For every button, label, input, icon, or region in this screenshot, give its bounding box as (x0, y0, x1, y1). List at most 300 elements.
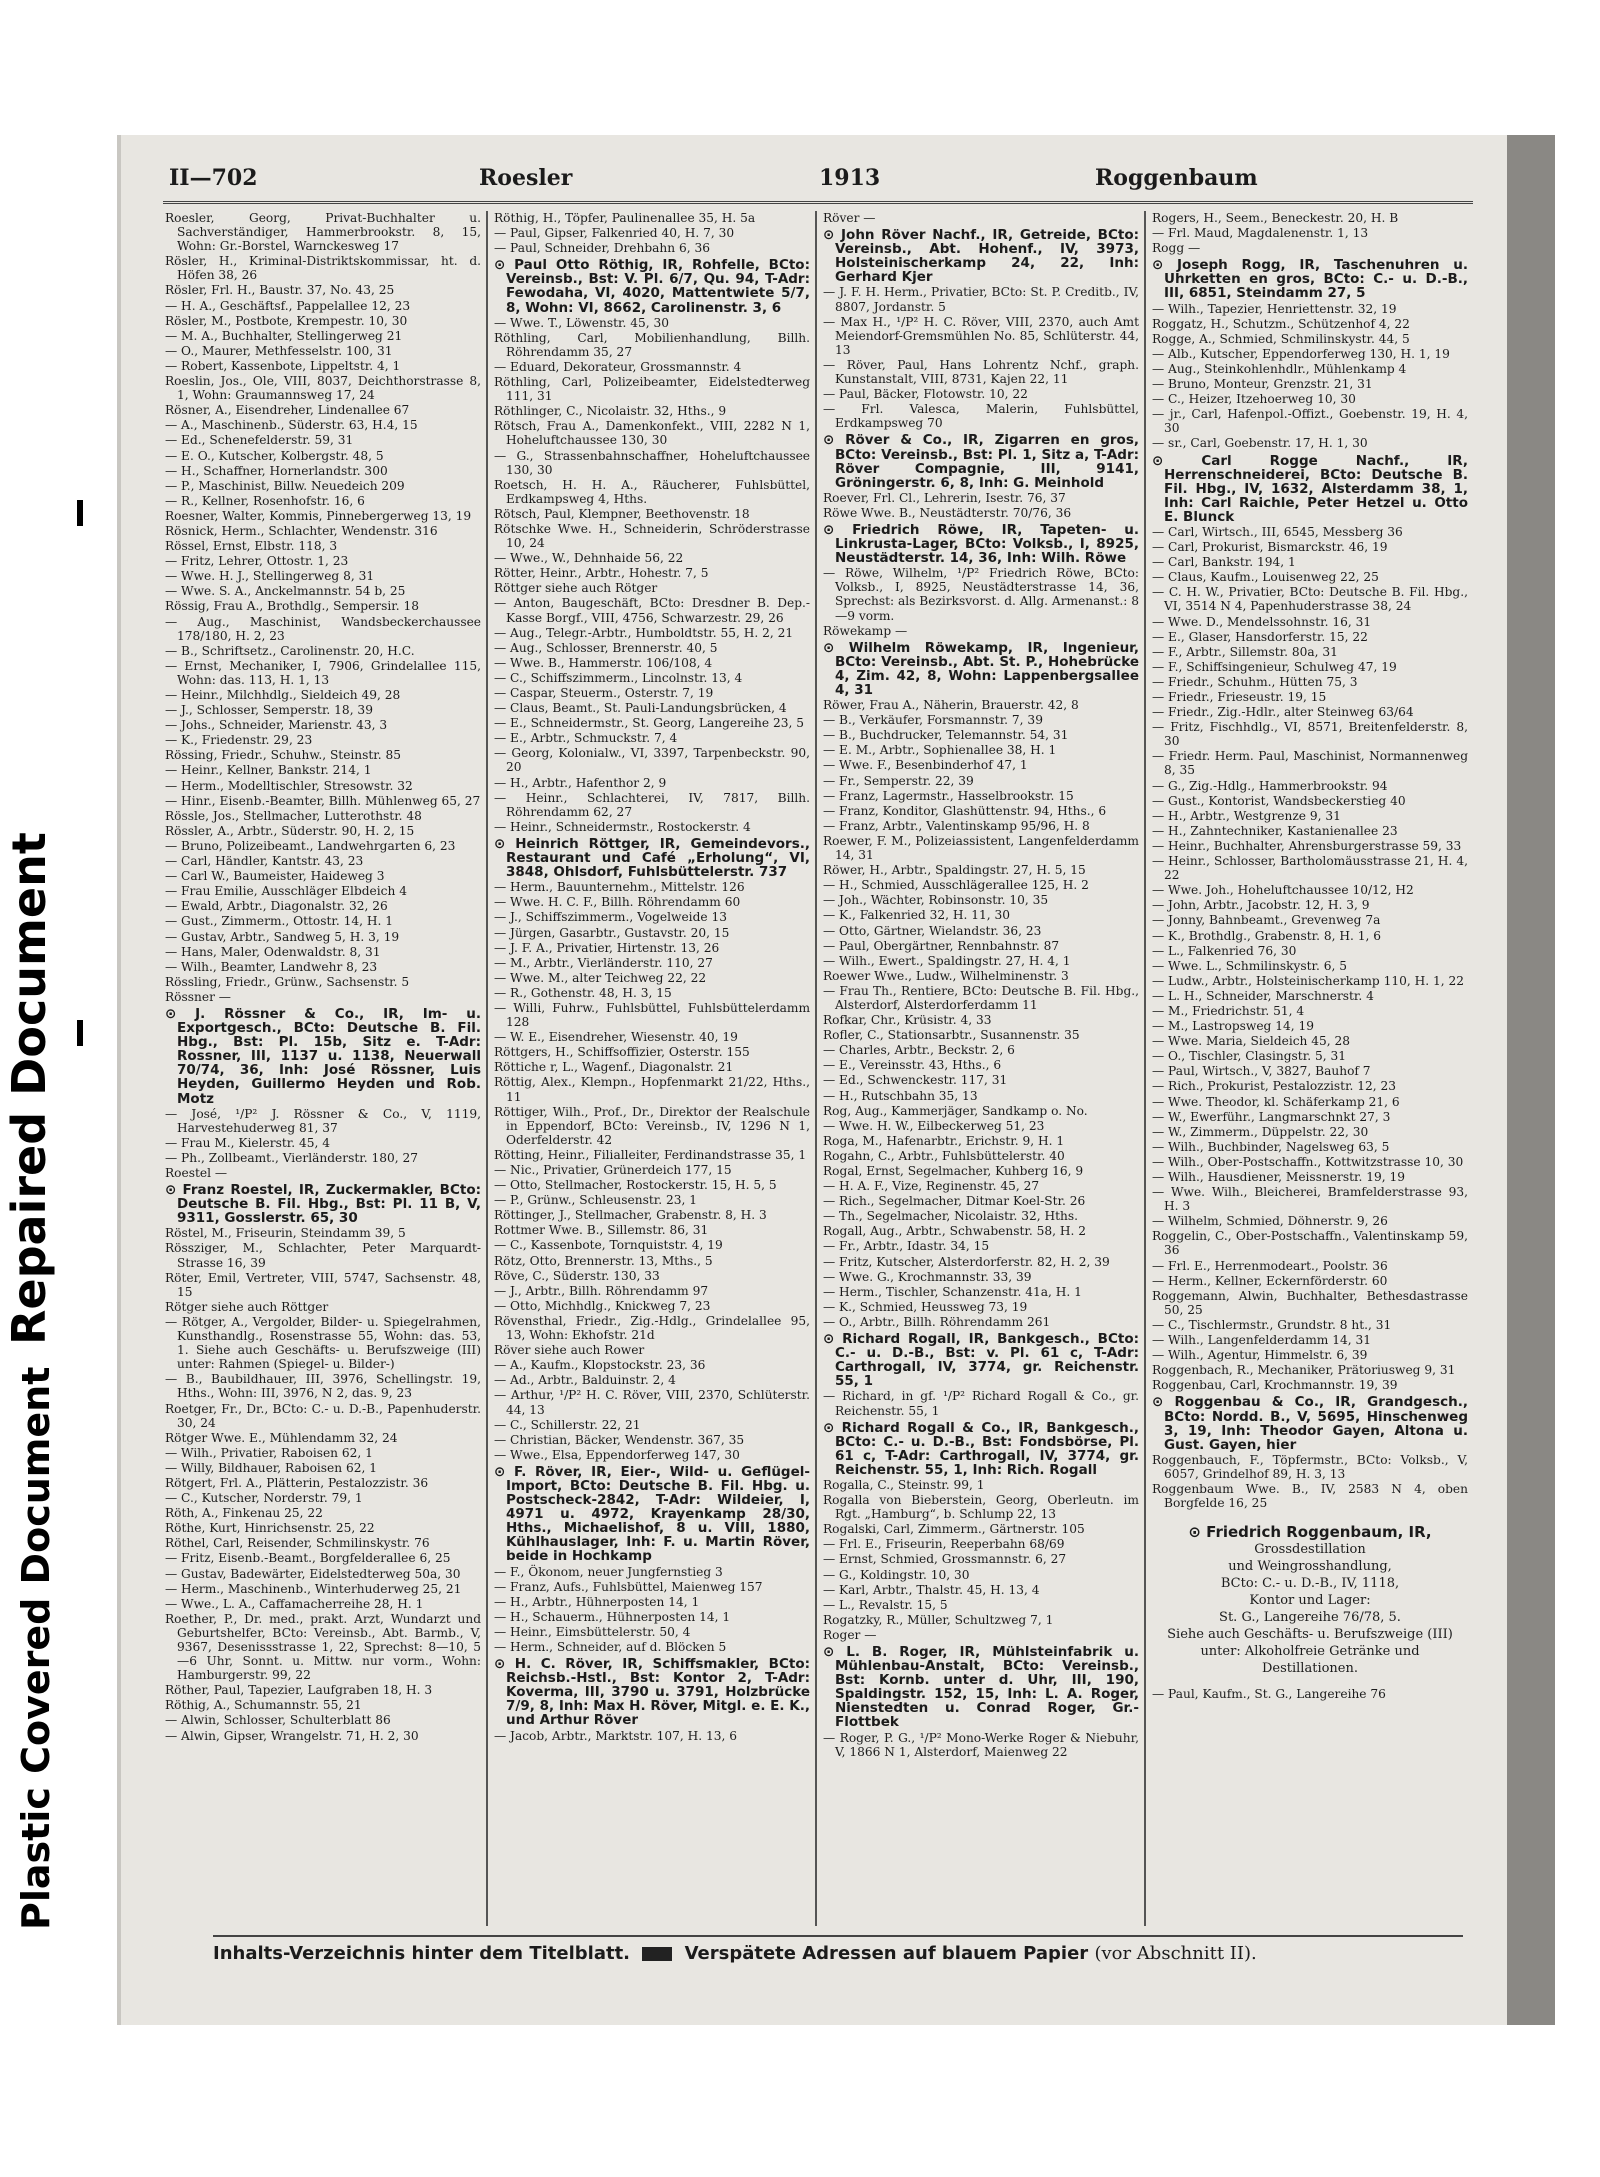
scanned-directory-page (117, 135, 1555, 2025)
directory-entry: — Wilh., Buchbinder, Nagelsweg 63, 5 (1152, 1139, 1390, 1154)
directory-entry: Rössing, Friedr., Schuhw., Steinstr. 85 (165, 748, 402, 763)
directory-entry: — B., Baubildhauer, III, 3976, Schellingstr. 19, Hths., Wohn: III, 3976, N 2, das. 9, 23 (165, 1372, 481, 1401)
directory-entry: — J., Arbtr., Billh. Röhrendamm 97 (494, 1283, 709, 1298)
directory-entry: — Wilh., Langenfelderdamm 14, 31 (1152, 1333, 1371, 1348)
directory-entry: — G., Strassenbahnschaffner, Hoheluftchaussee 130, 30 (494, 448, 810, 477)
directory-entry: — J. F. H. Herm., Privatier, BCto: St. P. Creditb., IV, 8807, Jordanstr. 5 (823, 285, 1139, 314)
directory-entry: — Herm., Bauunternehm., Mittelstr. 126 (494, 880, 745, 895)
directory-entry: Rötger siehe auch Röttger (165, 1299, 329, 1314)
directory-entry: — Heinr., Eimsbüttelerstr. 50, 4 (494, 1624, 691, 1639)
directory-entry: — Wilhelm, Schmied, Döhnerstr. 9, 26 (1152, 1214, 1388, 1229)
directory-entry: — C., Schiffszimmerm., Lincolnstr. 13, 4 (494, 670, 743, 685)
directory-entry: Roestel — (165, 1166, 228, 1180)
directory-entry: — Wwe. B., Hammerstr. 106/108, 4 (494, 655, 713, 670)
directory-entry: — E., Vereinsstr. 43, Hths., 6 (823, 1058, 1002, 1073)
directory-entry: ⊙ Richard Rogall, IR, Bankgesch., BCto: C.- u. D.-B., Bst: v. Pl. 61 c, T-Adr: Carthrogall, IV, 3774, gr. Reichenstr. 55, 1 (823, 1331, 1139, 1390)
directory-entry: — Roger, P. G., ¹/P² Mono-Werke Roger & Niebuhr, V, 1866 N 1, Alsterdorf, Maienweg 22 (823, 1730, 1139, 1759)
directory-entry: — B., Buchdrucker, Telemannstr. 54, 31 (823, 728, 1069, 743)
directory-entry: Röwe Wwe. B., Neustädterstr. 70/76, 36 (823, 505, 1072, 520)
directory-entry: — K., Friedenstr. 29, 23 (165, 733, 313, 748)
directory-entry: — C., Schillerstr. 22, 21 (494, 1417, 641, 1432)
directory-entry: — Wwe. F., Besenbinderhof 47, 1 (823, 758, 1028, 773)
directory-entry: — Wilh., Agentur, Himmelstr. 6, 39 (1152, 1348, 1368, 1363)
directory-entry: — A., Maschinenb., Süderstr. 63, H.4, 15 (165, 418, 418, 433)
edge-tick (77, 1020, 83, 1046)
directory-entry: Roger — (823, 1627, 877, 1642)
directory-entry: Roever, Frl. Cl., Lehrerin, Isestr. 76, 37 (823, 490, 1066, 505)
directory-entry: — Wilh., Ober-Postschaffn., Kottwitzstrasse 10, 30 (1152, 1154, 1464, 1169)
directory-column-2 (494, 211, 810, 1926)
directory-entry: Röttiger, Wilh., Prof., Dr., Direktor der Realschule in Eppendorf, BCto: Vereinsb., IV, 1296 N 1, Oderfelderstr. 42 (494, 1104, 810, 1147)
directory-entry: — Bruno, Polizeibeamt., Landwehrgarten 6, 23 (165, 838, 456, 853)
directory-entry: — R., Gothenstr. 48, H. 3, 15 (494, 985, 672, 1000)
directory-entry: Rogalla von Bieberstein, Georg, Oberleutn. im Rgt. „Hamburg“, b. Schlump 22, 13 (823, 1493, 1139, 1522)
directory-entry: — Carl, Prokurist, Bismarckstr. 46, 19 (1152, 540, 1388, 555)
directory-entry: — Georg, Kolonialw., VI, 3397, Tarpenbeckstr. 90, 20 (494, 746, 810, 775)
directory-entry: — H., Schmied, Ausschlägerallee 125, H. 2 (823, 878, 1089, 893)
directory-entry: — Frau M., Kielerstr. 45, 4 (165, 1135, 330, 1150)
directory-entry: — Claus, Kaufm., Louisenweg 22, 25 (1152, 570, 1379, 585)
directory-entry: — Carl, Bankstr. 194, 1 (1152, 555, 1296, 570)
directory-entry: — Franz, Aufs., Fuhlsbüttel, Maienweg 157 (494, 1579, 763, 1594)
directory-entry: ⊙ Carl Rogge Nachf., IR, Herrenschneiderei, BCto: Deutsche B. Fil. Hbg., IV, 1632, Alsterdamm 38, 1, Inh: Carl Raichle, Peter Hetzel u. Otto E. Blunck (1152, 452, 1468, 525)
directory-entry: Roetger, Fr., Dr., BCto: C.- u. D.-B., Papenhuderstr. 30, 24 (165, 1401, 481, 1430)
directory-entry: — Frl. E., Herrenmodeart., Poolstr. 36 (1152, 1258, 1388, 1273)
directory-entry: — Wilh., Privatier, Raboisen 62, 1 (165, 1445, 373, 1460)
column-rule (1144, 211, 1146, 1926)
directory-entry: — John, Arbtr., Jacobstr. 12, H. 3, 9 (1152, 898, 1370, 913)
directory-entry: — Heinr., Buchhalter, Ahrensburgerstrasse 59, 33 (1152, 838, 1462, 853)
directory-entry: ⊙ Wilhelm Röwekamp, IR, Ingenieur, BCto: Vereinsb., Abt. St. P., Hohebrücke 4, Zim. 42, 8, Wohn: Lappenbergsallee 4, 31 (823, 639, 1139, 698)
directory-entry: — J. F. A., Privatier, Hirtenstr. 13, 26 (494, 940, 720, 955)
directory-entry: — Max H., ¹/P² H. C. Röver, VIII, 2370, auch Amt Meiendorf-Gremsmühlen No. 85, Schlüterstr. 44, 13 (823, 314, 1139, 357)
directory-entry: — K., Schmied, Heussweg 73, 19 (823, 1299, 1028, 1314)
directory-entry: — Frau Emilie, Ausschläger Elbdeich 4 (165, 884, 407, 899)
directory-entry: — F., Arbtr., Sillemstr. 80a, 31 (1152, 644, 1338, 659)
directory-entry: — C., Kassenbote, Tornquiststr. 4, 19 (494, 1238, 723, 1253)
directory-entry: Rövensthal, Friedr., Zig.-Hdlg., Grindelallee 95, 13, Wohn: Ekhofstr. 21d (494, 1313, 810, 1343)
directory-entry: — Wilh., Ewert., Spaldingstr. 27, H. 4, 1 (823, 953, 1071, 968)
directory-entry: — E., Glaser, Hansdorferstr. 15, 22 (1152, 629, 1368, 644)
directory-entry: — Franz, Lagermstr., Hasselbrookstr. 15 (823, 788, 1074, 803)
directory-entry: — Wwe. Theodor, kl. Schäferkamp 21, 6 (1152, 1094, 1400, 1109)
footer-index-note: Inhalts-Verzeichnis hinter dem Titelblatt. (213, 1943, 631, 1964)
notice-line: Siehe auch Geschäfts- u. Berufszweige (III) unter: Alkoholfreie Getränke und Destillationen. (1167, 1627, 1453, 1677)
directory-columns (165, 211, 1475, 1926)
directory-entry: — Fr., Semperstr. 22, 39 (823, 773, 974, 788)
directory-entry: — Rich., Segelmacher, Ditmar Koel-Str. 26 (823, 1194, 1086, 1209)
directory-entry: Röter, Emil, Vertreter, VIII, 5747, Sachsenstr. 48, 15 (165, 1270, 481, 1299)
directory-entry: — B., Schriftsetz., Carolinenstr. 20, H.C. (165, 643, 415, 658)
directory-entry: — O., Arbtr., Billh. Röhrendamm 261 (823, 1314, 1051, 1329)
directory-entry: — Wwe. H. W., Eilbeckerweg 51, 23 (823, 1118, 1045, 1133)
directory-entry: — Eduard, Dekorateur, Grossmannstr. 4 (494, 359, 742, 374)
directory-entry: Rötting, Heinr., Filialleiter, Ferdinandstrasse 35, 1 (494, 1147, 807, 1162)
directory-entry: — H., Schaffner, Hornerlandstr. 300 (165, 463, 388, 478)
notice-line: St. G., Langereihe 76/78, 5. (1219, 1610, 1401, 1626)
directory-entry: — J., Schiffszimmerm., Vogelweide 13 (494, 910, 727, 925)
directory-entry: Röttig, Alex., Klempn., Hopfenmarkt 21/22, Hths., 11 (494, 1075, 810, 1104)
directory-entry: — Alwin, Schlosser, Schulterblatt 86 (165, 1713, 391, 1728)
directory-entry: — Jonny, Bahnbeamt., Grevenweg 7a (1152, 913, 1381, 928)
plastic-covered-label: Plastic Covered Document (14, 1366, 58, 1930)
directory-entry: — Franz, Konditor, Glashüttenstr. 94, Hths., 6 (823, 803, 1107, 818)
directory-entry: — Franz, Arbtr., Valentinskamp 95/96, H. 8 (823, 818, 1090, 833)
directory-entry: — Th., Segelmacher, Nicolaistr. 32, Hths. (823, 1209, 1079, 1224)
notice-line: BCto: C.- u. D.-B., IV, 1118, (1220, 1576, 1400, 1592)
header-year: 1913 (819, 165, 881, 191)
directory-entry: — Paul, Kaufm., St. G., Langereihe 76 (1152, 1687, 1386, 1702)
directory-entry: — Heinr., Schlosser, Bartholomäusstrasse 21, H. 4, 22 (1152, 854, 1468, 883)
notice-line: Grossdestillation (1254, 1542, 1366, 1558)
directory-entry: — Frl. Valesca, Malerin, Fuhlsbüttel, Erdkampsweg 70 (823, 402, 1139, 431)
directory-entry: — Willi, Fuhrw., Fuhlsbüttel, Fuhlsbüttelerdamm 128 (494, 1000, 810, 1030)
directory-entry: Rofler, C., Stationsarbtr., Susannenstr. 35 (823, 1028, 1080, 1043)
pointing-hand-icon (642, 1947, 672, 1961)
directory-entry: Rössle, Jos., Stellmacher, Lutterothstr. 48 (165, 808, 422, 823)
directory-entry: — Wwe. H. C. F., Billh. Röhrendamm 60 (494, 895, 741, 910)
directory-entry: — F., Schiffsingenieur, Schulweg 47, 19 (1152, 659, 1397, 674)
directory-entry: — J., Schlosser, Semperstr. 18, 39 (165, 703, 373, 718)
directory-entry: — Wwe. S. A., Anckelmannstr. 54 b, 25 (165, 584, 406, 599)
directory-entry: — Ed., Schenefelderstr. 59, 31 (165, 433, 354, 448)
directory-entry: — Alwin, Gipser, Wrangelstr. 71, H. 2, 30 (165, 1728, 419, 1743)
directory-entry: ⊙ Röver & Co., IR, Zigarren en gros, BCto: Vereinsb., Bst: Pl. 1, Sitz a, T-Adr: Röver Compagnie, III, 9141, Gröningerstr. 6, 8, Inh: G. Meinhold (823, 432, 1139, 491)
directory-entry: — Otto, Gärtner, Wielandstr. 36, 23 (823, 923, 1042, 938)
directory-entry: — Frl. E., Friseurin, Reeperbahn 68/69 (823, 1537, 1065, 1552)
directory-entry: — Fritz, Fischhdlg., VI, 8571, Breitenfelderstr. 8, 30 (1152, 720, 1468, 749)
directory-entry: ⊙ Joseph Rogg, IR, Taschenuhren u. Uhrketten en gros, BCto: C.- u. D.-B., III, 6851, Steindamm 27, 5 (1152, 257, 1468, 302)
directory-entry: Rössziger, M., Schlachter, Peter Marquardt-Strasse 16, 39 (165, 1241, 481, 1270)
header-last-name: Roggenbaum (1095, 165, 1258, 191)
directory-entry: — Paul, Bäcker, Flotowstr. 10, 22 (823, 387, 1028, 402)
directory-entry: — Röver, Paul, Hans Lohrentz Nchf., graph. Kunstanstalt, VIII, 8731, Kajen 22, 11 (823, 357, 1139, 387)
directory-entry: Röth, A., Finkenau 25, 22 (165, 1506, 323, 1521)
directory-entry: Rogg — (1152, 241, 1201, 256)
directory-entry: Rössel, Ernst, Elbstr. 118, 3 (165, 539, 338, 554)
directory-entry: Rofkar, Chr., Krüsistr. 4, 33 (823, 1013, 992, 1028)
directory-entry: — Wilh., Tapezier, Henriettenstr. 32, 19 (1152, 301, 1397, 316)
directory-entry: — sr., Carl, Goebenstr. 17, H. 1, 30 (1152, 436, 1368, 451)
directory-entry: — Herm., Modelltischler, Stresowstr. 32 (165, 778, 413, 793)
directory-entry: — Fritz, Eisenb.-Beamt., Borgfelderallee 6, 25 (165, 1551, 451, 1566)
notice-line: Kontor und Lager: (1249, 1593, 1371, 1609)
directory-entry: — H., Rutschbahn 35, 13 (823, 1088, 978, 1103)
directory-entry: ⊙ Roggenbau & Co., IR, Grandgesch., BCto: Nordd. B., V, 5695, Hinschenweg 3, 19, Inh: Theodor Gayen, Altona u. Gust. Gayen, hier (1152, 1394, 1468, 1453)
directory-entry: — Ernst, Schmied, Grossmannstr. 6, 27 (823, 1552, 1067, 1567)
directory-entry: ⊙ Paul Otto Röthig, IR, Rohfelle, BCto: Vereinsb., Bst: V. Pl. 6/7, Qu. 94, T-Adr: Fewodaha, VI, 4020, Mattentwiete 5/7, 8, Wohn: VI, 8662, Carolinenstr. 3, 6 (494, 257, 810, 316)
directory-entry: — Paul, Obergärtner, Rennbahnstr. 87 (823, 938, 1060, 953)
directory-entry: Rötsch, Frau A., Damenkonfekt., VIII, 2282 N 1, Hoheluftchaussee 130, 30 (494, 419, 810, 448)
directory-entry: ⊙ L. B. Roger, IR, Mühlsteinfabrik u. Mühlenbau-Anstalt, BCto: Vereinsb., Bst: Kornb. unter d. Uhr, III, 190, Spaldingstr. 152, 15, Inh: L. A. Roger, Nienstedten u. Conrad Roger, Gr.-Flottbek (823, 1644, 1139, 1731)
directory-entry: — Claus, Beamt., St. Pauli-Landungsbrücken, 4 (494, 701, 787, 716)
directory-entry: — P., Grünw., Schleusenstr. 23, 1 (494, 1193, 697, 1208)
directory-entry: — Heinr., Milchhdlg., Sieldeich 49, 28 (165, 688, 401, 702)
directory-entry: Rössig, Frau A., Brothdlg., Sempersir. 18 (165, 599, 420, 614)
directory-entry: — L., Revalstr. 15, 5 (823, 1597, 948, 1612)
directory-entry: — B., Verkäufer, Forsmannstr. 7, 39 (823, 713, 1043, 728)
directory-entry: Röthlinger, C., Nicolaistr. 32, Hths., 9 (494, 404, 727, 419)
directory-entry: — Carl, Händler, Kantstr. 43, 23 (165, 854, 364, 869)
directory-entry: — Wwe., W., Dehnhaide 56, 22 (494, 551, 684, 566)
advertisement-notice (1152, 1524, 1468, 1677)
directory-entry: Röthig, A., Schumannstr. 55, 21 (165, 1698, 362, 1713)
directory-entry: — E. M., Arbtr., Sophienallee 38, H. 1 (823, 743, 1057, 758)
directory-entry: ⊙ Richard Rogall & Co., IR, Bankgesch., BCto: C.- u. D.-B., Bst: Fondsbörse, Pl. 61 c, T-Adr: Carthrogall, IV, 3774, gr. Reichenstr. 55, 1, Inh: Rich. Rogall (823, 1419, 1139, 1478)
directory-entry: Roga, M., Hafenarbtr., Erichstr. 9, H. 1 (823, 1133, 1065, 1148)
directory-entry: Röthel, Carl, Reisender, Schmilinskystr. 76 (165, 1536, 430, 1551)
directory-entry: — Friedr., Frieseustr. 19, 15 (1152, 690, 1327, 704)
directory-entry: ⊙ John Röver Nachf., IR, Getreide, BCto: Vereinsb., Abt. Hohenf., IV, 3973, Holsteinischerkamp 24, 22, Inh: Gerhard Kjer (823, 227, 1139, 286)
preservation-label-strip (0, 0, 95, 2177)
directory-entry: — Aug., Maschinist, Wandsbeckerchaussee 178/180, H. 2, 23 (165, 614, 481, 643)
directory-entry: Röthling, Carl, Mobilienhandlung, Billh. Röhrendamm 35, 27 (494, 330, 810, 359)
directory-entry: — Friedr., Zig.-Hdlr., alter Steinweg 63/64 (1152, 705, 1414, 720)
directory-entry: — Ad., Arbtr., Balduinstr. 2, 4 (494, 1373, 676, 1388)
directory-entry: Roetsch, H. H. A., Räucherer, Fuhlsbüttel, Erdkampsweg 4, Hths. (494, 477, 810, 506)
directory-entry: — Aug., Steinkohlenhdlr., Mühlenkamp 4 (1152, 361, 1407, 376)
directory-entry: — Wwe. D., Mendelssohnstr. 16, 31 (1152, 614, 1372, 629)
directory-entry: Rösner, A., Eisendreher, Lindenallee 67 (165, 403, 410, 418)
directory-entry: — Wwe. M., alter Teichweg 22, 22 (494, 970, 707, 985)
directory-entry: — Paul, Wirtsch., V, 3827, Bauhof 7 (1152, 1064, 1371, 1079)
page-number: II—702 (169, 165, 258, 191)
notice-title: ⊙ Friedrich Roggenbaum, IR, (1188, 1523, 1432, 1542)
directory-entry: Rösler, M., Postbote, Krempestr. 10, 30 (165, 313, 408, 328)
directory-entry: — Wwe. Joh., Hoheluftchaussee 10/12, H2 (1152, 883, 1414, 898)
directory-entry: — Fritz, Lehrer, Ottostr. 1, 23 (165, 554, 349, 569)
directory-entry: — L. H., Schneider, Marschnerstr. 4 (1152, 988, 1374, 1003)
directory-entry: — E., Schneidermstr., St. Georg, Langereihe 23, 5 (494, 716, 804, 731)
directory-entry: — Wwe. G., Krochmannstr. 33, 39 (823, 1269, 1032, 1284)
directory-entry: Rogers, H., Seem., Beneckestr. 20, H. B (1152, 211, 1399, 225)
directory-entry: — H. A. F., Vize, Reginenstr. 45, 27 (823, 1179, 1040, 1194)
directory-entry: Rogalla, C., Steinstr. 99, 1 (823, 1477, 985, 1492)
directory-entry: — O., Tischler, Clasingstr. 5, 31 (1152, 1049, 1346, 1064)
directory-entry: — Herm., Tischler, Schanzenstr. 41a, H. 1 (823, 1284, 1082, 1299)
directory-entry: — jr., Carl, Hafenpol.-Offizt., Goebenstr. 19, H. 4, 30 (1152, 407, 1468, 436)
directory-entry: Rössner — (165, 989, 231, 1004)
directory-entry: Röstel, M., Friseurin, Steindamm 39, 5 (165, 1226, 406, 1241)
directory-entry: — E. O., Kutscher, Kolbergstr. 48, 5 (165, 448, 384, 463)
directory-entry: Röve, C., Süderstr. 130, 33 (494, 1268, 660, 1283)
directory-entry: — Caspar, Steuerm., Osterstr. 7, 19 (494, 686, 714, 700)
directory-entry: Rössler, A., Arbtr., Süderstr. 90, H. 2, 15 (165, 823, 415, 838)
directory-entry: — Frl. Maud, Magdalenenstr. 1, 13 (1152, 226, 1369, 241)
directory-entry: — K., Falkenried 32, H. 11, 30 (823, 908, 1011, 923)
directory-entry: — C., Kutscher, Norderstr. 79, 1 (165, 1491, 363, 1506)
directory-entry: — Wwe. T., Löwenstr. 45, 30 (494, 315, 670, 330)
column-rule (486, 211, 488, 1926)
directory-entry: — Bruno, Monteur, Grenzstr. 21, 31 (1152, 377, 1373, 392)
directory-entry: — Ernst, Mechaniker, I, 7906, Grindelallee 115, Wohn: das. 113, H. 1, 13 (165, 658, 481, 687)
directory-entry: — Arthur, ¹/P² H. C. Röver, VIII, 2370, Schlüterstr. 44, 13 (494, 1388, 810, 1417)
directory-entry: Roggatz, H., Schutzm., Schützenhof 4, 22 (1152, 316, 1410, 331)
directory-entry: ⊙ J. Rössner & Co., IR, Im- u. Exportgesch., BCto: Deutsche B. Fil. Hbg., Bst: Pl. 15b, Sitz e. T-Adr: Rossner, III, 1137 u. 1138, Neuerwall 70/74, 36, Inh: José Rössner, Luis Heyden, Guillermo Heyden und Rob. Motz (165, 1005, 481, 1107)
directory-entry: — Heinr., Schlachterei, IV, 7817, Billh. Röhrendamm 62, 27 (494, 790, 810, 819)
directory-entry: — Gustav, Badewärter, Eidelstedterweg 50a, 30 (165, 1566, 461, 1581)
directory-entry: Röver — (823, 211, 876, 225)
directory-entry: Roether, P., Dr. med., prakt. Arzt, Wundarzt und Geburtshelfer, BCto: Vereinsb., Abt. Barmb., V, 9367, Desenissstrasse 1, 22, Sprechst: 8—10, 5—6 Uhr, Sonnt. u. Mittw. nur vorm., Wohn: Hamburgerstr. 99, 22 (165, 1611, 481, 1683)
directory-entry: — Rötger, A., Vergolder, Bilder- u. Spiegelrahmen, Kunsthandlg., Rosenstrasse 55, Wohn: das. 53, 1. Siehe auch Geschäfts- u. Berufszweige (III) unter: Rahmen (Spiegel- u. Bilder-) (165, 1314, 481, 1372)
directory-entry: — Richard, in gf. ¹/P² Richard Rogall & Co., gr. Reichenstr. 55, 1 (823, 1389, 1139, 1418)
directory-entry: Rötger Wwe. E., Mühlendamm 32, 24 (165, 1430, 398, 1445)
repaired-label: Repaired Document (2, 832, 56, 1345)
directory-entry: — L., Falkenried 76, 30 (1152, 943, 1297, 958)
directory-entry: Röthig, H., Töpfer, Paulinenallee 35, H. 5a (494, 211, 756, 225)
directory-entry: — Friedr., Schuhm., Hütten 75, 3 (1152, 674, 1358, 689)
directory-entry: Roggenbaum Wwe. B., IV, 2583 N 4, oben Borgfelde 16, 25 (1152, 1481, 1468, 1511)
directory-entry: — Ed., Schwenckestr. 117, 31 (823, 1073, 1008, 1088)
directory-entry: — Johs., Schneider, Marienstr. 43, 3 (165, 718, 388, 733)
directory-entry: — H., Arbtr., Westgrenze 9, 31 (1152, 808, 1341, 823)
directory-entry: — G., Zig.-Hdlg., Hammerbrookstr. 94 (1152, 778, 1388, 793)
directory-entry: — Röwe, Wilhelm, ¹/P² Friedrich Röwe, BCto: Volksb., I, 8925, Neustädterstrasse 14, 36, Sprechst: als Bezirksvorst. d. Allg. Armenanst.: 8—9 vorm. (823, 566, 1139, 623)
directory-entry: Rössling, Friedr., Grünw., Sachsenstr. 5 (165, 974, 410, 989)
directory-entry: — Gustav, Arbtr., Sandweg 5, H. 3, 19 (165, 929, 400, 944)
directory-entry: — José, ¹/P² J. Rössner & Co., V, 1119, Harvestehuderweg 81, 37 (165, 1106, 481, 1135)
directory-entry: — Herm., Maschinenb., Winterhuderweg 25, 21 (165, 1581, 462, 1596)
directory-entry: — E., Arbtr., Schmuckstr. 7, 4 (494, 731, 678, 746)
directory-entry: Röttgers, H., Schiffsoffizier, Osterstr. 155 (494, 1045, 750, 1060)
directory-entry: — H., Schauerm., Hühnerposten 14, 1 (494, 1609, 731, 1624)
directory-entry: — W. E., Eisendreher, Wiesenstr. 40, 19 (494, 1030, 738, 1045)
directory-entry: ⊙ F. Röver, IR, Eier-, Wild- u. Geflügel-Import, BCto: Deutsche B. Fil. Hbg. u. Postscheck-2842, T-Adr: Wildeier, I, 4971 u. 4972, Krayenkamp 28/30, Hths., Michaelishof, 8 u. VIII, 1880, Kühlhauslager, Inh: F. u. Martin Röver, beide in Hochkamp (494, 1463, 810, 1565)
directory-entry: — W., Zimmerm., Düppelstr. 22, 30 (1152, 1124, 1369, 1139)
directory-entry: — Frau Th., Rentiere, BCto: Deutsche B. Fil. Hbg., Alsterdorf, Alsterdorferdamm 11 (823, 983, 1139, 1012)
directory-entry: — Herm., Kellner, Eckernförderstr. 60 (1152, 1273, 1388, 1288)
directory-entry: — Gust., Zimmerm., Ottostr. 14, H. 1 (165, 914, 394, 929)
directory-entry: — Paul, Gipser, Falkenried 40, H. 7, 30 (494, 226, 735, 241)
directory-entry: — C., Tischlermstr., Grundstr. 8 ht., 31 (1152, 1317, 1392, 1332)
directory-entry: — Hinr., Eisenb.-Beamter, Billh. Mühlenweg 65, 27 (165, 793, 481, 808)
directory-entry: Rötschke Wwe. H., Schneiderin, Schröderstrasse 10, 24 (494, 521, 810, 551)
notice-line: und Weingrosshandlung, (1228, 1559, 1392, 1575)
directory-entry: — Fr., Arbtr., Idastr. 34, 15 (823, 1239, 990, 1254)
directory-entry: — Wwe., L. A., Caffamacherreihe 28, H. 1 (165, 1596, 424, 1611)
directory-entry: — Aug., Schlosser, Brennerstr. 40, 5 (494, 640, 718, 655)
directory-entry: Rogal, Ernst, Segelmacher, Kuhberg 16, 9 (823, 1164, 1084, 1178)
directory-entry: — Wwe. Wilh., Bleicherei, Bramfelderstrasse 93, H. 3 (1152, 1185, 1468, 1214)
directory-entry: Rogalski, Carl, Zimmerm., Gärtnerstr. 105 (823, 1522, 1085, 1537)
directory-entry: — Fritz, Kutscher, Alsterdorferstr. 82, H. 2, 39 (823, 1254, 1110, 1269)
directory-entry: Rösler, H., Kriminal-Distriktskommissar, ht. d. Höfen 38, 26 (165, 254, 481, 283)
directory-entry: — Robert, Kassenbote, Lippeltstr. 4, 1 (165, 358, 401, 373)
directory-entry: — Paul, Schneider, Drehbahn 6, 36 (494, 241, 711, 256)
directory-entry: — Otto, Michhdlg., Knickweg 7, 23 (494, 1298, 711, 1313)
directory-entry: — F., Ökonom, neuer Jungfernstieg 3 (494, 1564, 723, 1579)
directory-entry: Röther, Paul, Tapezier, Laufgraben 18, H. 3 (165, 1683, 433, 1698)
directory-entry: Röwer, Frau A., Näherin, Brauerstr. 42, 8 (823, 698, 1079, 713)
directory-entry: — Heinr., Schneidermstr., Rostockerstr. 4 (494, 819, 751, 834)
directory-entry: Röwer, H., Arbtr., Spaldingstr. 27, H. 5, 15 (823, 863, 1086, 878)
header-first-name: Roesler (479, 165, 573, 191)
directory-entry: — Herm., Schneider, auf d. Blöcken 5 (494, 1640, 727, 1654)
directory-entry: — Alb., Kutscher, Eppendorferweg 130, H. 1, 19 (1152, 346, 1450, 361)
directory-entry: ⊙ Friedrich Röwe, IR, Tapeten- u. Linkrusta-Lager, BCto: Volksb., I, 8925, Neustädterstr. 14, 36, Inh: Wilh. Röwe (823, 521, 1139, 567)
directory-entry: Roggenbach, R., Mechaniker, Prätoriusweg 9, 31 (1152, 1363, 1456, 1378)
directory-entry: Röttinger, J., Stellmacher, Grabenstr. 8, H. 3 (494, 1208, 767, 1223)
directory-entry: Roesler, Georg, Privat-Buchhalter u. Sachverständiger, Hammerbrookstr. 8, 15, Wohn: Gr.-Borstel, Warnckesweg 17 (165, 211, 481, 254)
directory-entry: Rösnick, Herm., Schlachter, Wendenstr. 316 (165, 523, 438, 538)
footer-late-addresses: Verspätete Adressen auf blauem Papier (684, 1943, 1089, 1964)
directory-entry: — H., Arbtr., Hafenthor 2, 9 (494, 775, 667, 790)
footer-section-ref: (vor Abschnitt II). (1094, 1943, 1257, 1964)
directory-entry: Rogatzky, R., Müller, Schultzweg 7, 1 (823, 1612, 1054, 1627)
directory-entry: — Hans, Maler, Odenwaldstr. 8, 31 (165, 944, 381, 959)
directory-entry: Rösler, Frl. H., Baustr. 37, No. 43, 25 (165, 283, 395, 298)
directory-entry: — K., Brothdlg., Grabenstr. 8, H. 1, 6 (1152, 928, 1381, 943)
directory-entry: — C., Heizer, Itzehoerweg 10, 30 (1152, 392, 1356, 407)
directory-entry: Rötgert, Frl. A., Plätterin, Pestalozzistr. 36 (165, 1475, 429, 1490)
running-header (163, 161, 1473, 204)
directory-entry: — Nic., Privatier, Grünerdeich 177, 15 (494, 1163, 732, 1177)
directory-entry: — Karl, Arbtr., Thalstr. 45, H. 13, 4 (823, 1582, 1040, 1597)
directory-entry: Röver siehe auch Rower (494, 1343, 645, 1358)
directory-entry: — C. H. W., Privatier, BCto: Deutsche B. Fil. Hbg., VI, 3514 N 4, Papenhuderstrasse 38, 24 (1152, 585, 1468, 614)
directory-entry: Roggenbau, Carl, Krochmannstr. 19, 39 (1152, 1378, 1398, 1393)
directory-entry: Röthe, Kurt, Hinrichsenstr. 25, 22 (165, 1521, 375, 1536)
directory-entry: — M., Lastropsweg 14, 19 (1152, 1019, 1314, 1034)
directory-entry: — M. A., Buchhalter, Stellingerweg 21 (165, 328, 403, 343)
directory-entry: Rogahn, C., Arbtr., Fuhlsbüttelerstr. 40 (823, 1148, 1065, 1163)
directory-entry: Rog, Aug., Kammerjäger, Sandkamp o. No. (823, 1103, 1088, 1118)
directory-entry: — Wwe., Elsa, Eppendorferweg 147, 30 (494, 1447, 740, 1462)
directory-entry: — Anton, Baugeschäft, BCto: Dresdner B. Dep.-Kasse Borgf., VIII, 4756, Schwarzestr. 29, 26 (494, 596, 810, 625)
directory-entry: — Ludw., Arbtr., Holsteinischerkamp 110, H. 1, 22 (1152, 973, 1464, 988)
directory-entry: — W., Ewerführ., Langmarschnkt 27, 3 (1152, 1109, 1391, 1124)
directory-entry: ⊙ H. C. Röver, IR, Schiffsmakler, BCto: Reichsb.-Hstl., Bst: Kontor 2, T-Adr: Koverma, III, 3790 u. 3791, Holzbrücke 7/9, 8, Inh: Max H. Röver, Mitgl. e. E. K., und Arthur Röver (494, 1656, 810, 1729)
column-rule (815, 211, 817, 1926)
directory-column-1 (165, 211, 481, 1926)
directory-entry: Rottmer Wwe. B., Sillemstr. 86, 31 (494, 1223, 709, 1238)
directory-entry: Rötter, Heinr., Arbtr., Hohestr. 7, 5 (494, 566, 709, 581)
directory-entry: Roeslin, Jos., Ole, VIII, 8037, Deichthorstrasse 8, 1, Wohn: Graumannsweg 17, 24 (165, 374, 481, 403)
directory-entry: — Friedr. Herm. Paul, Maschinist, Normannenweg 8, 35 (1152, 749, 1468, 778)
page-spine-shadow (1507, 135, 1555, 2025)
directory-entry: — O., Maurer, Methfesselstr. 100, 31 (165, 343, 393, 358)
directory-entry: — Jürgen, Gasarbtr., Gustavstr. 20, 15 (494, 925, 730, 940)
directory-entry: — Wwe. Maria, Sieldeich 45, 28 (1152, 1034, 1351, 1049)
directory-entry: Roesner, Walter, Kommis, Pinnebergerweg 13, 19 (165, 508, 472, 523)
directory-entry: — H. A., Geschäftsf., Pappelallee 12, 23 (165, 298, 411, 313)
directory-entry: — Ph., Zollbeamt., Vierländerstr. 180, 27 (165, 1150, 418, 1165)
directory-entry: — Rich., Prokurist, Pestalozzistr. 12, 23 (1152, 1079, 1397, 1094)
directory-entry: Rogall, Aug., Arbtr., Schwabenstr. 58, H. 2 (823, 1224, 1086, 1239)
directory-entry: Rötsch, Paul, Klempner, Beethovenstr. 18 (494, 506, 750, 521)
directory-column-4 (1152, 211, 1468, 1926)
directory-entry: — Willy, Bildhauer, Raboisen 62, 1 (165, 1460, 378, 1475)
directory-entry: Rogge, A., Schmied, Schmilinskystr. 44, 5 (1152, 331, 1410, 346)
directory-entry: ⊙ Heinrich Röttger, IR, Gemeindevors., Restaurant und Café „Erholung“, VI, 3848, Ohlsdorf, Fuhlsbüttelerstr. 737 (494, 835, 810, 881)
directory-entry: Rötz, Otto, Brennerstr. 13, Mths., 5 (494, 1253, 713, 1268)
directory-entry: — Joh., Wächter, Robinsonstr. 10, 35 (823, 893, 1049, 908)
directory-entry: Röttiche r, L., Wagenf., Diagonalstr. 21 (494, 1060, 734, 1075)
directory-entry: Röttger siehe auch Rötger (494, 581, 658, 596)
directory-entry: — Carl, Wirtsch., III, 6545, Messberg 36 (1152, 524, 1403, 539)
directory-entry: Röwekamp — (823, 623, 908, 638)
directory-entry: Roewer, F. M., Polizeiassistent, Langenfelderdamm 14, 31 (823, 833, 1139, 863)
directory-entry: — A., Kaufm., Klopstockstr. 23, 36 (494, 1358, 706, 1373)
directory-entry: — H., Arbtr., Hühnerposten 14, 1 (494, 1594, 700, 1609)
directory-entry: — P., Maschinist, Billw. Neuedeich 209 (165, 478, 405, 493)
directory-entry: — Carl W., Baumeister, Haideweg 3 (165, 869, 385, 884)
directory-column-3 (823, 211, 1139, 1926)
directory-entry: — Wilh., Beamter, Landwehr 8, 23 (165, 959, 378, 974)
page-footer (213, 1935, 1463, 1975)
directory-entry: — Gust., Kontorist, Wandsbeckerstieg 40 (1152, 793, 1406, 808)
directory-entry: — Jacob, Arbtr., Marktstr. 107, H. 13, 6 (494, 1728, 737, 1743)
